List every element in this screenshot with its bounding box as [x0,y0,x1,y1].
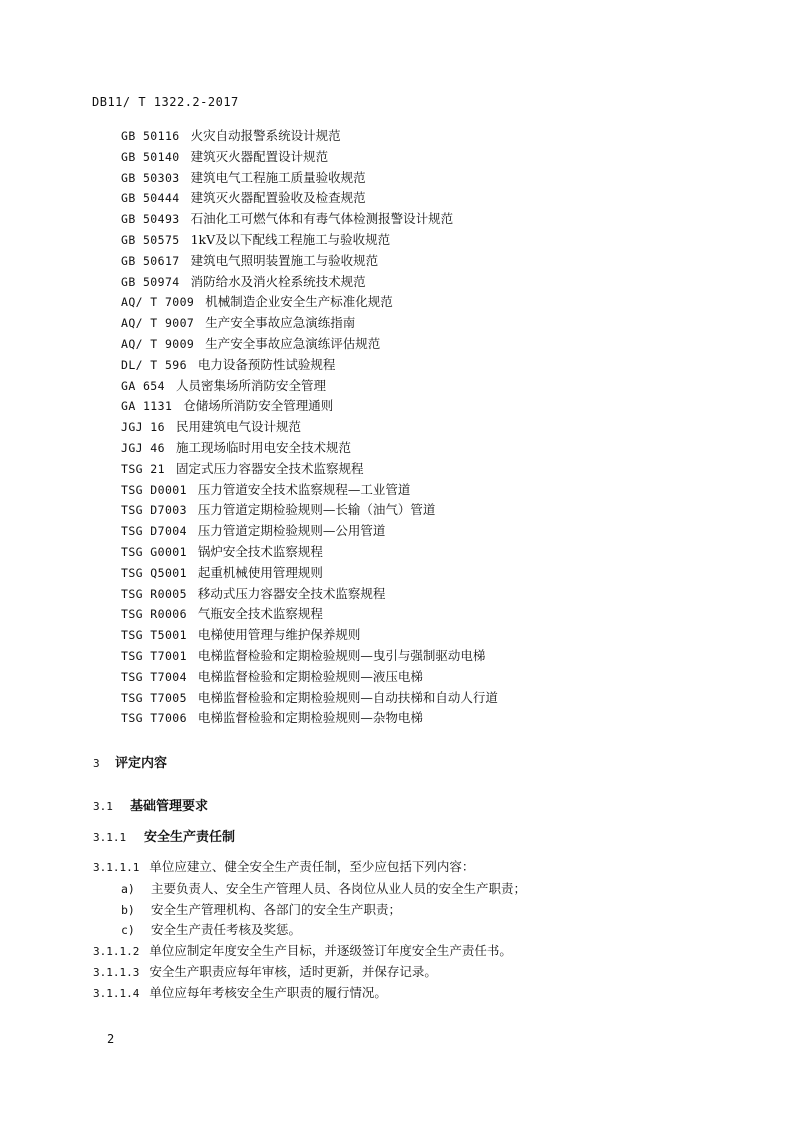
list-item-text: 安全生产管理机构、各部门的安全生产职责； [151,902,402,917]
reference-title: 建筑灭火器配置验收及检查规范 [190,190,366,206]
reference-code: AQ/ T 9007 [121,316,195,331]
section-number: 3 [93,757,100,770]
reference-code: GB 50617 [121,253,180,268]
reference-title: 仓储场所消防安全管理通则 [183,398,334,414]
reference-title: 民用建筑电气设计规范 [175,419,301,435]
reference-code: GB 50444 [121,191,180,206]
reference-title: 移动式压力容器安全技术监察规程 [197,585,386,601]
reference-title: 压力管道安全技术监察规程—工业管道 [197,481,411,497]
reference-code: GB 50974 [121,274,180,289]
section-number: 3.1 [93,800,113,813]
section-title: 评定内容 [115,756,168,771]
reference-code: GA 654 [121,378,165,393]
section-number: 3.1.1 [93,831,127,844]
section-title: 安全生产责任制 [144,830,236,845]
reference-item [121,646,498,667]
reference-item [121,563,498,584]
reference-item [121,584,498,605]
reference-code: DL/ T 596 [121,357,187,372]
list-item-a [121,879,526,897]
reference-item [121,147,498,168]
clause-number: 3.1.1.1 [93,861,140,874]
reference-item [121,438,498,459]
reference-code: GB 50493 [121,212,180,227]
section-3-1-1-heading [93,826,235,845]
reference-item [121,334,498,355]
reference-title: 气瓶安全技术监察规程 [197,606,323,622]
clause-text: 单位应制定年度安全生产目标，并逐级签订年度安全生产责任书。 [149,943,512,958]
list-marker: a) [121,882,135,896]
reference-code: TSG D7004 [121,524,187,539]
list-item-c [121,920,301,938]
clause-3-1-1-3 [93,962,437,980]
reference-item [121,230,498,251]
section-3-heading [93,752,167,771]
reference-title: 建筑电气照明装置施工与验收规范 [190,252,379,268]
reference-item [121,313,498,334]
reference-title: 压力管道定期检验规则—长输（油气）管道 [197,502,436,518]
reference-item [121,396,498,417]
normative-references-list [121,126,498,729]
clause-3-1-1-4 [93,983,387,1001]
reference-title: 机械制造企业安全生产标准化规范 [205,294,393,310]
reference-item [121,209,498,230]
section-3-1-heading [93,795,208,814]
reference-title: 电梯使用管理与维护保养规则 [197,627,361,643]
reference-item [121,251,498,272]
list-marker: b) [121,903,135,917]
reference-item [121,292,498,313]
reference-item [121,542,498,563]
reference-title: 固定式压力容器安全技术监察规程 [175,460,364,476]
reference-code: JGJ 16 [121,420,165,435]
reference-title: 电梯监督检验和定期检验规则—液压电梯 [197,668,423,684]
reference-title: 压力管道定期检验规则—公用管道 [197,523,386,539]
clause-number: 3.1.1.4 [93,987,140,1000]
reference-item [121,625,498,646]
reference-item [121,272,498,293]
reference-title: 1kV及以下配线工程施工与验收规范 [190,231,391,247]
reference-code: TSG G0001 [121,544,187,559]
reference-code: GB 50303 [121,170,180,185]
reference-code: GA 1131 [121,399,173,414]
reference-title: 施工现场临时用电安全技术规范 [175,439,351,455]
reference-code: TSG R0005 [121,586,187,601]
reference-code: GB 50116 [121,129,180,143]
reference-title: 电力设备预防性试验规程 [197,356,336,372]
reference-title: 石油化工可燃气体和有毒气体检测报警设计规范 [190,211,454,227]
reference-title: 起重机械使用管理规则 [197,564,323,580]
reference-title: 消防给水及消火栓系统技术规范 [190,273,366,289]
clause-text: 安全生产职责应每年审核，适时更新，并保存记录。 [149,964,437,979]
reference-code: AQ/ T 7009 [121,295,195,310]
reference-title: 锅炉安全技术监察规程 [197,543,323,559]
reference-code: JGJ 46 [121,440,165,455]
reference-title: 建筑电气工程施工质量验收规范 [190,169,366,185]
reference-title: 生产安全事故应急演练评估规范 [205,335,381,351]
reference-code: TSG D7003 [121,503,187,518]
reference-item [121,688,498,709]
reference-code: TSG D0001 [121,482,187,497]
reference-item [121,188,498,209]
reference-item [121,168,498,189]
list-item-b [121,900,401,918]
clause-text: 单位应每年考核安全生产职责的履行情况。 [149,985,387,1000]
reference-title: 电梯监督检验和定期检验规则—杂物电梯 [197,710,423,726]
reference-item [121,604,498,625]
reference-code: TSG T7004 [121,669,187,684]
reference-code: GB 50575 [121,232,180,247]
reference-item [121,459,498,480]
reference-item [121,355,498,376]
reference-title: 电梯监督检验和定期检验规则—自动扶梯和自动人行道 [197,689,498,705]
reference-item [121,417,498,438]
page-number: 2 [107,1032,115,1046]
clause-3-1-1-2 [93,941,512,959]
reference-item [121,480,498,501]
list-item-text: 主要负责人、安全生产管理人员、各岗位从业人员的安全生产职责； [151,881,527,896]
reference-code: AQ/ T 9009 [121,336,195,351]
reference-title: 电梯监督检验和定期检验规则—曳引与强制驱动电梯 [197,647,486,663]
reference-code: TSG T7006 [121,711,187,726]
reference-item [121,126,498,147]
reference-title: 火灾自动报警系统设计规范 [190,128,341,143]
reference-title: 人员密集场所消防安全管理 [175,377,326,393]
reference-item [121,708,498,729]
reference-title: 建筑灭火器配置设计规范 [190,148,329,164]
reference-title: 生产安全事故应急演练指南 [205,315,356,331]
section-title: 基础管理要求 [130,799,209,814]
reference-item [121,521,498,542]
reference-item [121,376,498,397]
document-header-id: DB11/ T 1322.2-2017 [92,95,239,109]
clause-number: 3.1.1.2 [93,945,140,958]
reference-code: TSG R0006 [121,607,187,622]
reference-code: TSG 21 [121,461,165,476]
reference-code: TSG T7001 [121,648,187,663]
reference-item [121,667,498,688]
reference-code: TSG Q5001 [121,565,187,580]
reference-item [121,500,498,521]
clause-3-1-1-1 [93,857,474,875]
reference-code: GB 50140 [121,149,180,164]
reference-code: TSG T7005 [121,690,187,705]
list-item-text: 安全生产责任考核及奖惩。 [151,922,302,937]
clause-number: 3.1.1.3 [93,966,140,979]
clause-text: 单位应建立、健全安全生产责任制，至少应包括下列内容： [149,859,475,874]
reference-code: TSG T5001 [121,628,187,643]
list-marker: c) [121,923,135,937]
